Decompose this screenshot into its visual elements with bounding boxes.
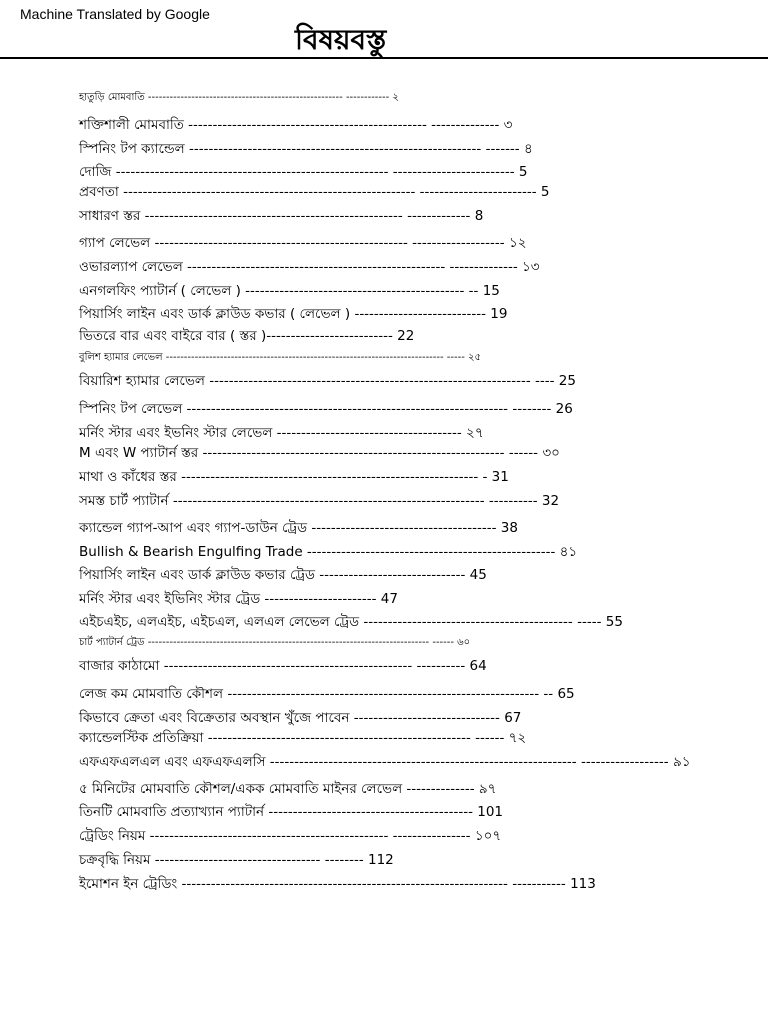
toc-entry: সমস্ত চার্ট প্যাটার্ন ---------------------------------------------------------------- ---------- 32 (79, 493, 560, 509)
toc-entry: ৫ মিনিটের মোমবাতি কৌশল/একক মোমবাতি মাইনর লেভেল -------------- ৯৭ (79, 781, 497, 797)
toc-entry: Bullish & Bearish Engulfing Trade --------------------------------------------------- ৪১ (79, 544, 578, 560)
toc-entry: গ্যাপ লেভেল ---------------------------------------------------- ------------------- ১২ (79, 235, 527, 251)
toc-entry: স্পিনিং টপ ক্যান্ডেল ------------------------------------------------------------ ------- ৪ (79, 141, 533, 157)
toc-entry: মর্নিং স্টার এবং ইভিনিং স্টার ট্রেড ----------------------- 47 (79, 591, 398, 607)
toc-entry: M এবং W প্যাটার্ন স্তর -------------------------------------------------------------- ------ ৩০ (79, 445, 560, 461)
toc-entry: মর্নিং স্টার এবং ইভনিং স্টার লেভেল -------------------------------------- ২৭ (79, 425, 484, 441)
toc-entry: সাধারণ স্তর ----------------------------------------------------- ------------- 8 (79, 208, 484, 224)
toc-entry: বুলিশ হ্যামার লেভেল ----------------------------------------------------------------------------- ----- ২৫ (79, 352, 482, 363)
toc-entry: ইমোশন ইন ট্রেডিং ------------------------------------------------------------------- ----------- 113 (79, 876, 596, 892)
toc-entry: বিয়ারিশ হ্যামার লেভেল ------------------------------------------------------------------ ---- 25 (79, 373, 576, 389)
toc-entry: স্পিনিং টপ লেভেল ------------------------------------------------------------------ -------- 26 (79, 401, 573, 417)
toc-entry: এইচএইচ, এলএইচ, এইচএল, এলএল লেভেল ট্রেড ------------------------------------------- ----- 55 (79, 614, 623, 630)
toc-entry: মাথা ও কাঁধের স্তর ------------------------------------------------------------- - 31 (79, 469, 509, 485)
toc-entry: কিভাবে ক্রেতা এবং বিক্রেতার অবস্থান খুঁজে পাবেন ------------------------------ 67 (79, 710, 522, 726)
toc-entry: ট্রেডিং নিয়ম ------------------------------------------------- ---------------- ১০৭ (79, 828, 502, 844)
toc-entry: ভিতরে বার এবং বাইরে বার ( স্তর )-------------------------- 22 (79, 328, 415, 344)
toc-entry: ক্যান্ডেলস্টিক প্রতিক্রিয়া ------------------------------------------------------ ------ ৭২ (79, 730, 527, 746)
toc-entry: চার্ট প্যাটার্ন ট্রেড ------------------------------------------------------------------------------ ------ ৬০ (79, 637, 471, 648)
toc-entry: পিয়ার্সিং লাইন এবং ডার্ক ক্লাউড কভার ( লেভেল ) --------------------------- 19 (79, 306, 508, 322)
toc-entry: ক্যান্ডেল গ্যাপ-আপ এবং গ্যাপ-ডাউন ট্রেড -------------------------------------- 38 (79, 520, 518, 536)
toc-entry: ওভারল্যাপ লেভেল ----------------------------------------------------- -------------- ১৩ (79, 259, 540, 275)
toc-entry: এফএফএলএল এবং এফএফএলসি --------------------------------------------------------------- ------------------ ৯১ (79, 754, 691, 770)
toc-entry: এনগলফিং প্যাটার্ন ( লেভেল ) --------------------------------------------- -- 15 (79, 283, 500, 299)
page-title: বিষয়বস্তু (295, 23, 387, 56)
toc-entry: প্রবণতা ------------------------------------------------------------ ------------------------ 5 (79, 184, 550, 200)
toc-entry: লেজ কম মোমবাতি কৌশল ---------------------------------------------------------------- -- 65 (79, 686, 575, 702)
translation-banner: Machine Translated by Google (20, 6, 210, 22)
toc-entry: শক্তিশালী মোমবাতি ------------------------------------------------- -------------- ৩ (79, 117, 513, 133)
toc-entry: তিনটি মোমবাতি প্রত্যাখ্যান প্যাটার্ন ------------------------------------------ 101 (79, 804, 504, 820)
toc-entry: চক্রবৃদ্ধি নিয়ম ---------------------------------- -------- 112 (79, 852, 394, 868)
toc-entry: হাতুড়ি মোমবাতি ------------------------------------------------------ ------------ ২ (79, 92, 399, 103)
toc-entry: দোজি -------------------------------------------------------- ------------------------- 5 (79, 164, 528, 180)
toc-entry: পিয়ার্সিং লাইন এবং ডার্ক ক্লাউড কভার ট্রেড ------------------------------ 45 (79, 567, 487, 583)
toc-entry: বাজার কাঠামো --------------------------------------------------- ---------- 64 (79, 658, 487, 674)
